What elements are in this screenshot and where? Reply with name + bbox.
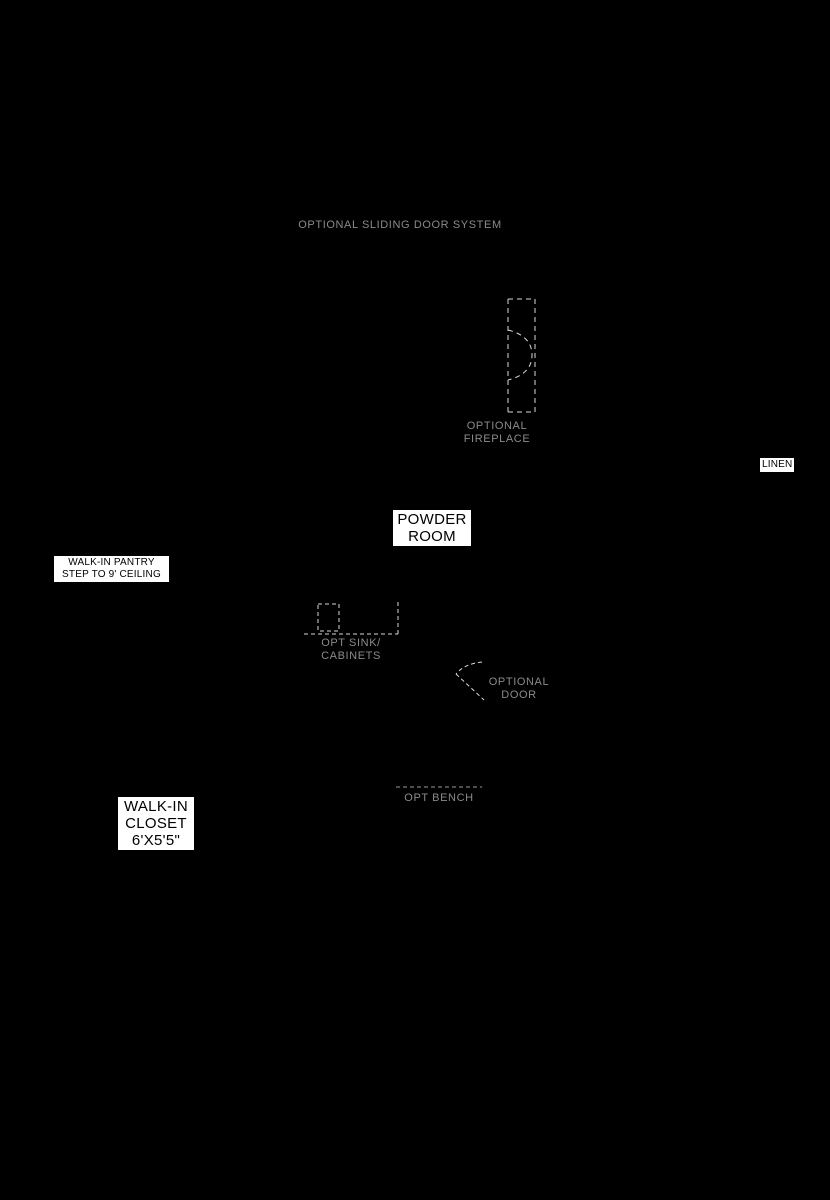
optional-door-text-line-1: OPTIONAL: [488, 676, 550, 688]
powder-room-label: [393, 510, 471, 546]
pantry-label: [54, 556, 169, 582]
bench-label: [390, 792, 488, 805]
powder-room-text-line-1: POWDER: [397, 511, 467, 528]
linen-text: LINEN: [762, 459, 793, 470]
pantry-text-line-2: STEP TO 9' CEILING: [62, 569, 161, 580]
fireplace-text-line-1: OPTIONAL: [466, 420, 528, 432]
sink-text-line-1: OPT SINK/: [321, 637, 381, 649]
pantry-text-line-1: WALK-IN PANTRY: [68, 557, 155, 568]
sink-cabinets-outline: [304, 602, 398, 634]
closet-text-line-1: WALK-IN: [123, 798, 189, 815]
optional-door-text-line-2: DOOR: [501, 689, 537, 701]
sliding-door-text: OPTIONAL SLIDING DOOR SYSTEM: [298, 219, 502, 231]
sink-label: [306, 637, 396, 663]
closet-text-line-2: CLOSET: [125, 815, 187, 832]
bench-text: OPT BENCH: [404, 792, 474, 804]
closet-label: [118, 797, 194, 850]
sink-text-line-2: CABINETS: [321, 650, 381, 662]
fireplace-outline: [508, 299, 535, 412]
powder-room-text-line-2: ROOM: [408, 528, 456, 545]
optional-door-label: [476, 676, 562, 702]
fireplace-label: [452, 420, 542, 446]
closet-text-line-3: 6'X5'5": [131, 832, 181, 849]
linen-label: [760, 458, 794, 472]
fireplace-text-line-2: FIREPLACE: [463, 433, 531, 445]
sliding-door-label: [290, 219, 510, 232]
